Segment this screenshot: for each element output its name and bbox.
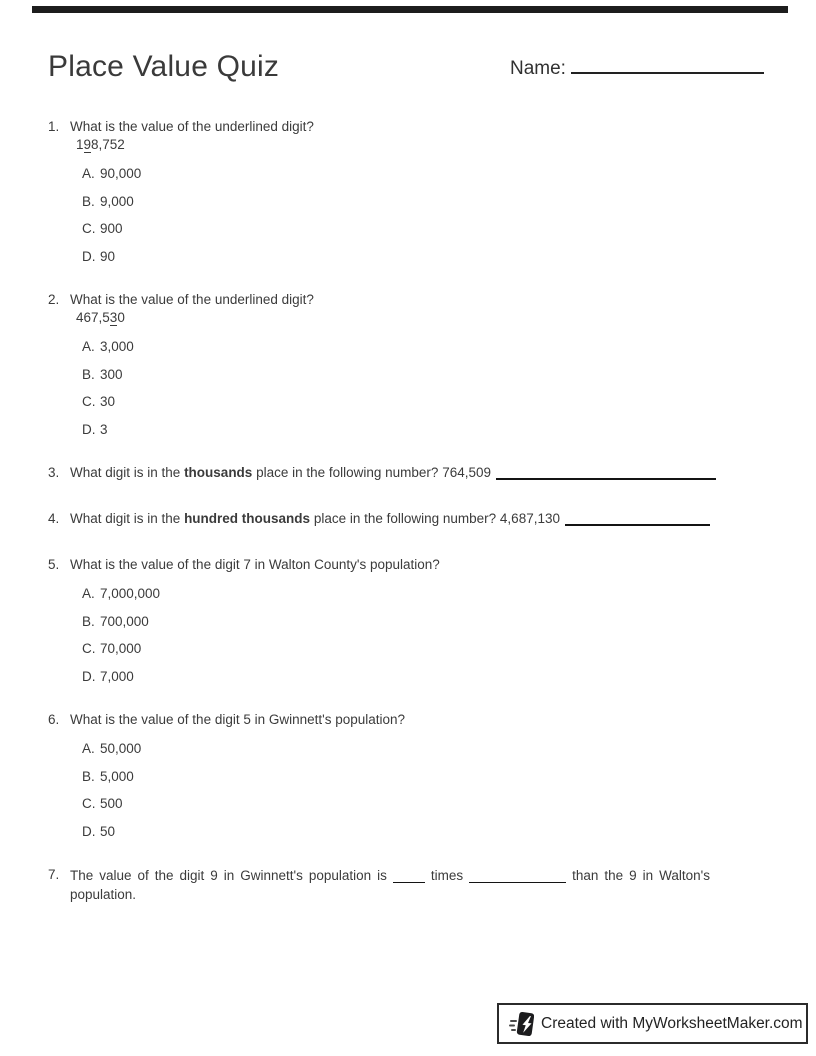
worksheet-maker-logo-icon [509,1010,534,1038]
choice-letter: C. [82,394,96,409]
choice-letter: A. [82,166,95,181]
question-text: What is the value of the digit 7 in Walton County's population? [70,557,440,572]
choice-text: 50,000 [100,741,142,756]
name-blank-line[interactable] [571,52,764,74]
choice-a [82,165,768,183]
choice-c [82,220,768,238]
footer-credit-text: Created with MyWorksheetMaker.com [541,1014,803,1032]
choice-letter: D. [82,823,96,839]
choice-text: 70,000 [100,641,142,656]
question-text: What digit is in the thousands place in the following number? 764,509 [70,464,768,482]
choices-list [82,585,768,685]
choice-a [82,740,768,758]
question-text: What is the value of the digit 5 in Gwinnett's population? [70,712,406,727]
choice-c [82,640,768,658]
question-number: 6. [48,712,60,727]
choice-a [82,585,768,603]
question-1 [48,118,768,275]
choice-letter: B. [82,613,95,629]
footer-credit-box [497,1003,808,1044]
choice-d [82,248,768,266]
choice-d [82,668,768,686]
choice-text: 3 [100,421,108,437]
question-text: What is the value of the underlined digit? [70,119,314,134]
choice-text: 50 [100,823,116,839]
choice-letter: D. [82,248,96,264]
choice-letter: D. [82,421,96,437]
choice-letter: C. [82,221,96,236]
question-number: 1. [48,119,60,134]
choice-text: 5,000 [100,768,134,784]
choice-c [82,795,768,813]
choice-text: 90,000 [100,166,142,181]
choice-text: 7,000,000 [100,586,161,601]
question-7 [48,866,768,904]
choice-letter: D. [82,668,96,684]
choice-letter: A. [82,339,95,354]
question-6 [48,711,768,850]
question-number-value: 198,752 [76,137,125,152]
choice-text: 900 [100,221,123,236]
question-4 [48,510,768,528]
choice-text: 9,000 [100,193,134,209]
choice-a [82,338,768,356]
choice-letter: B. [82,366,95,382]
choice-text: 90 [100,248,116,264]
choice-text: 7,000 [100,668,134,684]
name-field [510,52,764,80]
choice-b [82,613,768,631]
choice-letter: C. [82,796,96,811]
underlined-digit: 3 [109,310,118,325]
bold-term: thousands [184,465,253,480]
choice-d [82,823,768,841]
question-number-value: 467,530 [76,310,125,325]
question-5 [48,556,768,695]
choice-c [82,393,768,411]
question-number: 4. [48,511,60,526]
choice-d [82,421,768,439]
answer-blank[interactable] [469,870,566,883]
choice-b [82,768,768,786]
answer-blank[interactable] [393,870,425,883]
choice-text: 3,000 [100,339,134,354]
answer-blank[interactable] [565,512,710,526]
question-2 [48,291,768,448]
choices-list [82,338,768,438]
top-border-rule [32,6,788,13]
choice-b [82,193,768,211]
choice-letter: B. [82,193,95,209]
question-text: What digit is in the hundred thousands place in the following number? 4,687,130 [70,510,768,528]
answer-blank[interactable] [496,466,716,480]
question-text: The value of the digit 9 in Gwinnett's population is times than the 9 in Walton's population. [70,868,710,902]
choice-b [82,366,768,384]
underlined-digit: 9 [83,137,92,152]
bold-term: hundred thousands [184,511,311,526]
choice-letter: A. [82,741,95,756]
question-3 [48,464,768,482]
name-label: Name: [510,58,566,79]
choices-list [82,165,768,265]
choice-text: 700,000 [100,613,149,629]
choice-text: 30 [100,394,116,409]
choices-list [82,740,768,840]
choice-letter: B. [82,768,95,784]
choice-letter: C. [82,641,96,656]
question-number: 7. [48,867,60,882]
choice-letter: A. [82,586,95,601]
choice-text: 500 [100,796,123,811]
question-number: 5. [48,557,60,572]
page-title: Place Value Quiz [48,50,280,83]
choice-text: 300 [100,366,123,382]
question-number: 2. [48,292,60,307]
question-text: What is the value of the underlined digit? [70,292,314,307]
question-number: 3. [48,465,60,480]
